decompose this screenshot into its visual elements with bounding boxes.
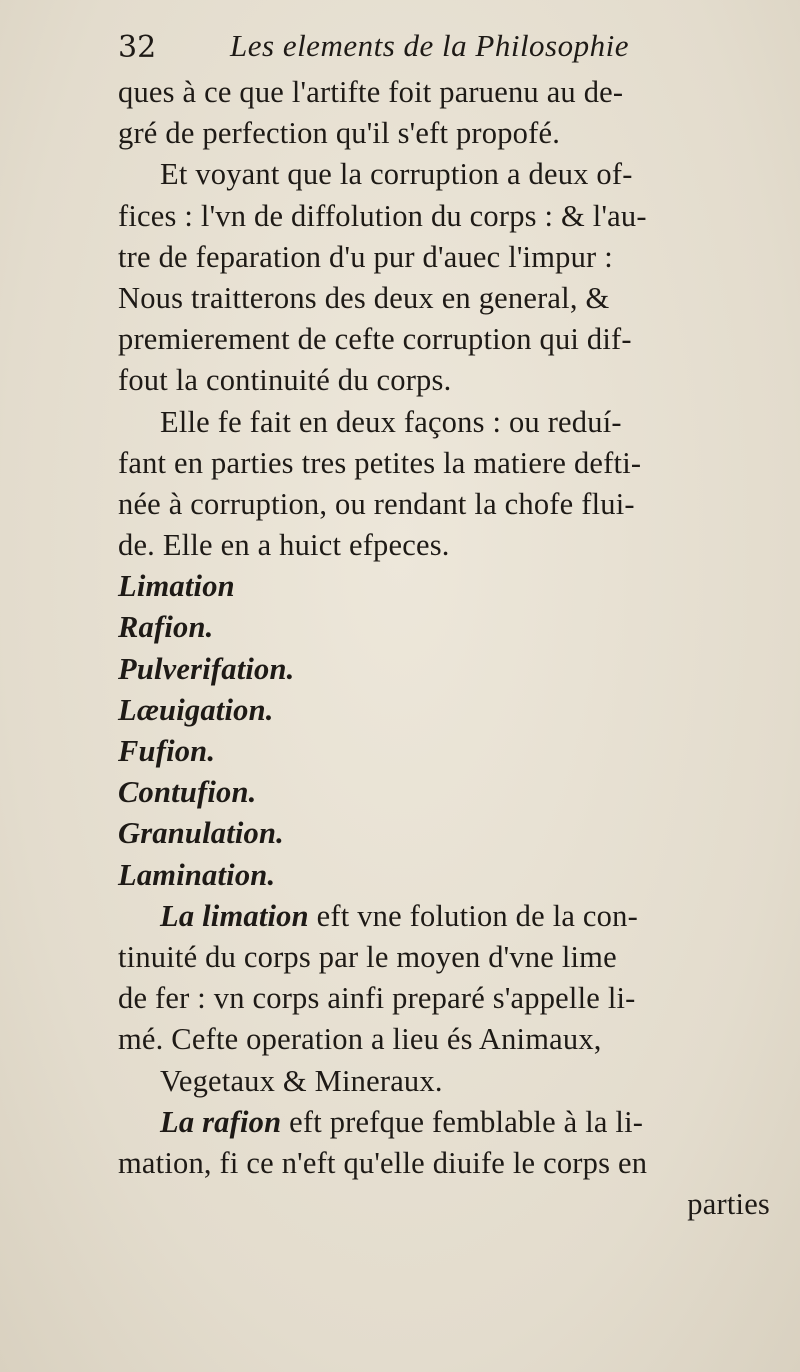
text-line: ques à ce que l'artifte foit paruenu au de- bbox=[118, 75, 624, 109]
text-line: tre de feparation d'u pur d'auec l'impur : bbox=[118, 239, 613, 274]
text-line: Elle fe fait en deux façons : ou reduí- bbox=[160, 404, 622, 439]
limation-line: de fer : vn corps ainfi preparé s'appelle li- bbox=[118, 981, 636, 1016]
text-line: fant en parties tres petites la matiere defti- bbox=[118, 445, 642, 480]
rasion-line: eft prefque femblable à la li- bbox=[281, 1104, 644, 1139]
limation-line: eft vne folution de la con- bbox=[308, 898, 638, 933]
page-number: 32 bbox=[118, 30, 157, 65]
operation-list-item: Fufion. bbox=[118, 734, 216, 768]
paragraph-rasion-first-line bbox=[118, 1102, 798, 1143]
text-line: de. Elle en a huict efpeces. bbox=[118, 528, 450, 563]
body-text bbox=[118, 72, 798, 1225]
operation-list-item: Rafion. bbox=[118, 610, 214, 645]
text-line: premierement de cefte corruption qui dif- bbox=[118, 322, 632, 357]
text-line: Nous traitterons des deux en general, & bbox=[118, 280, 610, 315]
rasion-line: mation, fi ce n'eft qu'elle diuife le corps en bbox=[118, 1145, 648, 1180]
text-line: fices : l'vn de diffolution du corps : & l'au- bbox=[118, 198, 647, 233]
limation-line: tinuité du corps par le moyen d'vne lime bbox=[118, 939, 617, 974]
rasion-lead: La rafion bbox=[160, 1104, 282, 1139]
text-line: gré de perfection qu'il s'eft propofé. bbox=[118, 116, 561, 151]
text-line: fout la continuité du corps. bbox=[118, 363, 452, 398]
catchword: parties bbox=[687, 1187, 770, 1222]
text-lines bbox=[118, 72, 798, 896]
operation-list-item: Pulverifation. bbox=[118, 651, 295, 686]
paragraph-limation-first-line bbox=[118, 896, 798, 937]
limation-line: Vegetaux & Mineraux. bbox=[160, 1063, 443, 1098]
operation-list-item: Limation bbox=[118, 569, 235, 604]
operation-list-item: Lamination. bbox=[118, 857, 276, 892]
operation-list-item: Granulation. bbox=[118, 816, 284, 851]
limation-line: mé. Cefte operation a lieu és Animaux, bbox=[118, 1022, 602, 1057]
running-title: Les elements de la Philosophie bbox=[230, 28, 629, 63]
page-header bbox=[118, 22, 758, 66]
operation-list-item: Læuigation. bbox=[118, 692, 274, 727]
limation-lead: La limation bbox=[160, 898, 309, 933]
text-line: née à corruption, ou rendant la chofe flui- bbox=[118, 486, 635, 521]
text-line: Et voyant que la corruption a deux of- bbox=[160, 157, 633, 192]
operation-list-item: Contufion. bbox=[118, 775, 257, 810]
